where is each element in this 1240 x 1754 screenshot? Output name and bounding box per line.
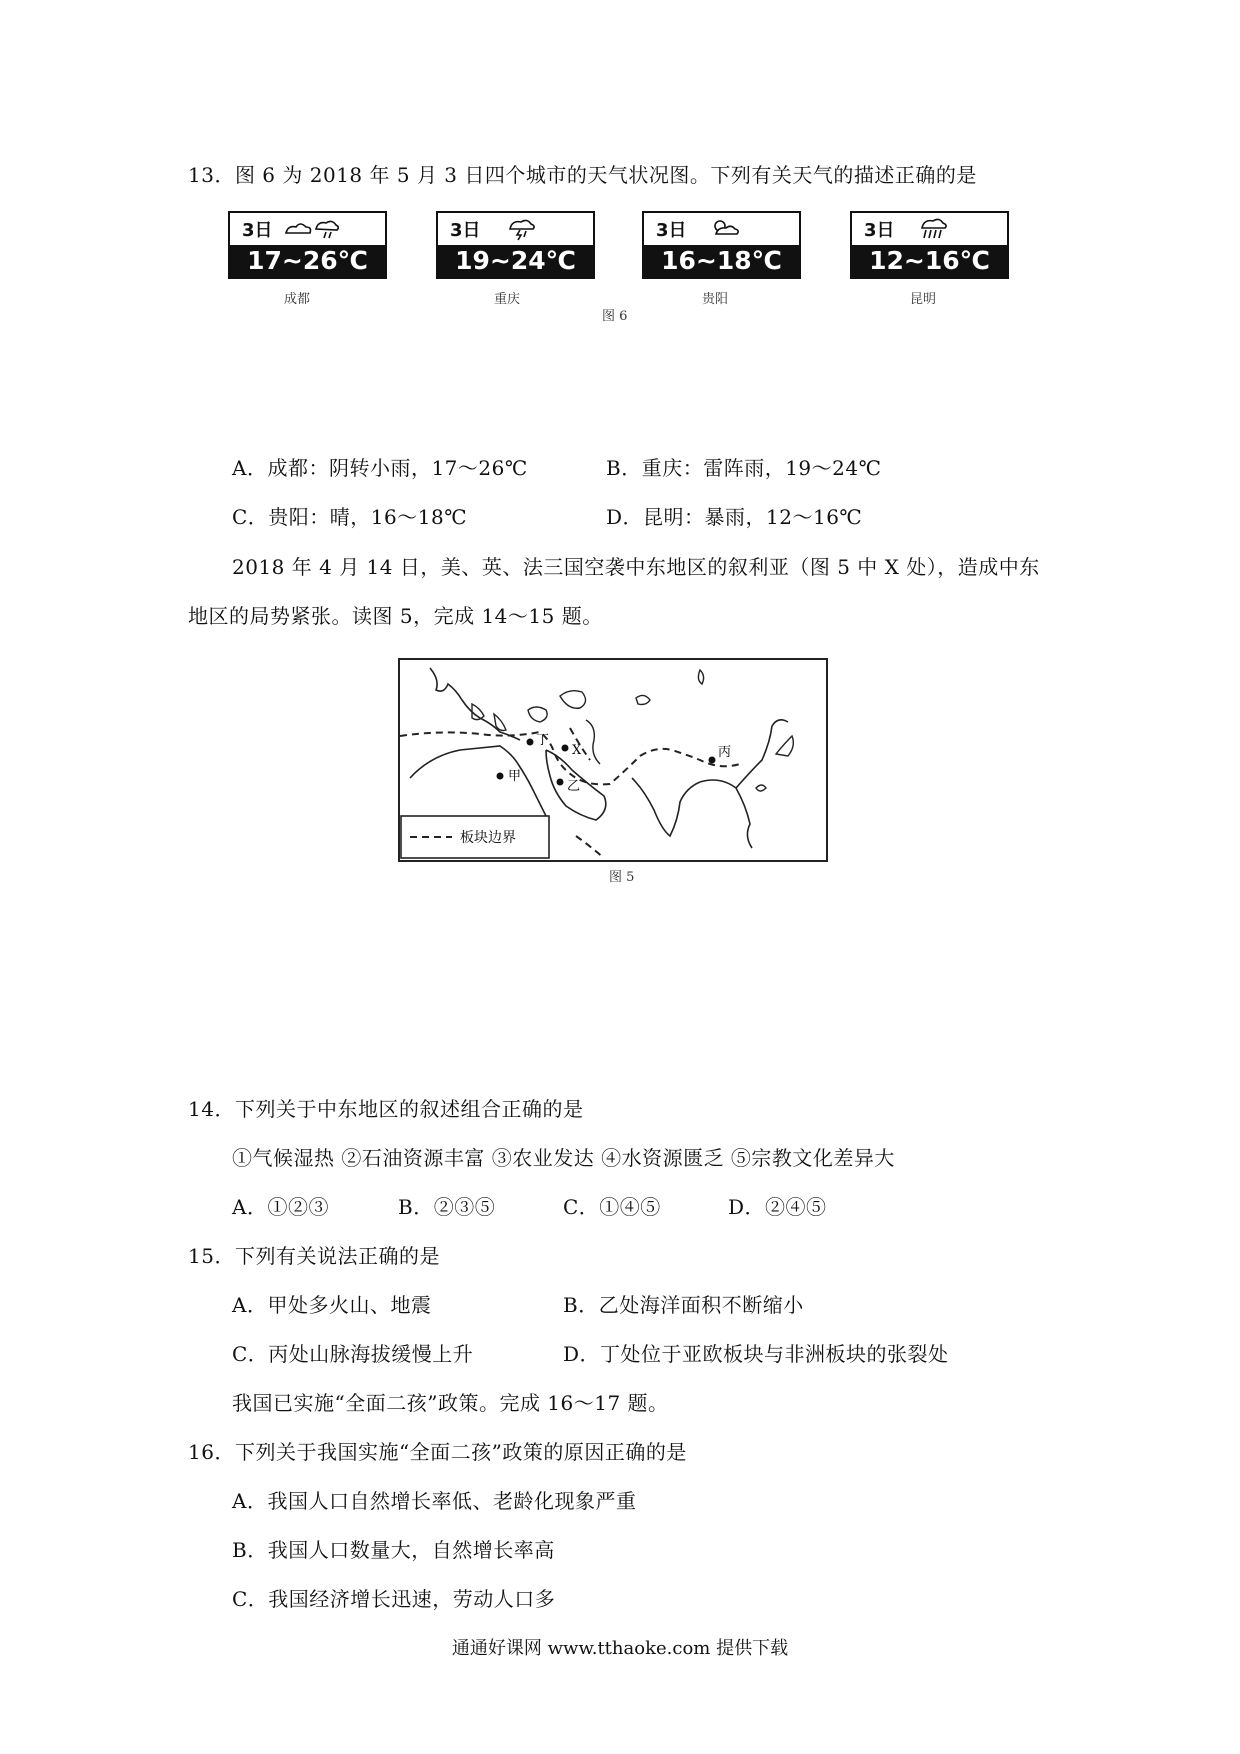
middle-east-map (398, 658, 828, 862)
q16-option-c: C．我国经济增长迅速，劳动人口多 (232, 1587, 556, 1611)
weather-card-guiyang (642, 211, 801, 279)
weather-card-kunming (850, 211, 1009, 279)
footer-download-note: 通通好课网 www.tthaoke.com 提供下载 (451, 1638, 789, 1659)
q15-option-a: A．甲处多火山、地震 (232, 1293, 432, 1317)
map-drawing (400, 660, 826, 860)
passage-line: 地区的局势紧张。读图 5，完成 14～15 题。 (188, 604, 603, 628)
q13-stem: 13．图 6 为 2018 年 5 月 3 日四个城市的天气状况图。下列有关天气的描述正确的是 (188, 163, 977, 187)
q14-option-a: A．①②③ (232, 1195, 329, 1219)
weather-card-chongqing (436, 211, 595, 279)
q14-stem: 14．下列关于中东地区的叙述组合正确的是 (188, 1097, 584, 1121)
card-temp: 16~18℃ (644, 245, 799, 277)
city-label: 成都 (284, 292, 311, 307)
card-temp: 12~16℃ (852, 245, 1007, 277)
q14-option-d: D．②④⑤ (728, 1195, 827, 1219)
q16-option-a: A．我国人口自然增长率低、老龄化现象严重 (232, 1489, 637, 1513)
point-bing (709, 757, 716, 764)
point-yi (557, 779, 564, 786)
label-x: X (572, 743, 582, 758)
sunny-cloud-icon (696, 215, 756, 241)
q16-option-b: B．我国人口数量大，自然增长率高 (232, 1538, 555, 1562)
point-jia (497, 773, 504, 780)
city-label: 重庆 (494, 292, 521, 307)
city-label: 昆明 (910, 292, 937, 307)
label-jia: 甲 (508, 769, 522, 784)
label-ding: 丁 (536, 733, 550, 748)
figure-caption: 图 5 (609, 870, 635, 885)
q15-option-c: C．丙处山脉海拔缓慢上升 (232, 1342, 474, 1366)
q14-items: ①气候湿热 ②石油资源丰富 ③农业发达 ④水资源匮乏 ⑤宗教文化差异大 (232, 1146, 895, 1170)
thunderstorm-icon (490, 215, 550, 241)
q16-stem: 16．下列关于我国实施“全面二孩”政策的原因正确的是 (188, 1440, 687, 1464)
card-day: 3日 (450, 220, 481, 241)
card-day: 3日 (656, 220, 687, 241)
heavy-rain-icon (904, 215, 964, 241)
cloudy-to-rain-icon (282, 215, 342, 241)
passage-line: 我国已实施“全面二孩”政策。完成 16～17 题。 (232, 1391, 669, 1415)
card-temp: 17~26℃ (230, 245, 385, 277)
q13-option-c: C．贵阳：晴，16～18℃ (232, 505, 468, 529)
q15-option-b: B．乙处海洋面积不断缩小 (563, 1293, 804, 1317)
passage-line: 2018 年 4 月 14 日，美、英、法三国空袭中东地区的叙利亚（图 5 中 X 处），造成中东 (232, 555, 1040, 579)
q14-option-c: C．①④⑤ (563, 1195, 661, 1219)
q14-option-b: B．②③⑤ (398, 1195, 496, 1219)
card-temp: 19~24℃ (438, 245, 593, 277)
q13-option-b: B．重庆：雷阵雨，19～24℃ (606, 456, 882, 480)
legend-label: 板块边界 (460, 830, 516, 846)
card-day: 3日 (864, 220, 895, 241)
q13-option-d: D．昆明：暴雨，12～16℃ (606, 505, 863, 529)
q13-option-a: A．成都：阴转小雨，17～26℃ (232, 456, 528, 480)
label-yi: 乙 (567, 779, 581, 794)
label-bing: 丙 (718, 745, 732, 760)
card-day: 3日 (242, 220, 273, 241)
q15-option-d: D．丁处位于亚欧板块与非洲板块的张裂处 (563, 1342, 949, 1366)
weather-card-chengdu (228, 211, 387, 279)
figure-caption: 图 6 (602, 309, 628, 324)
q15-stem: 15．下列有关说法正确的是 (188, 1244, 440, 1268)
point-x (562, 745, 569, 752)
point-ding (527, 739, 534, 746)
city-label: 贵阳 (702, 292, 729, 307)
